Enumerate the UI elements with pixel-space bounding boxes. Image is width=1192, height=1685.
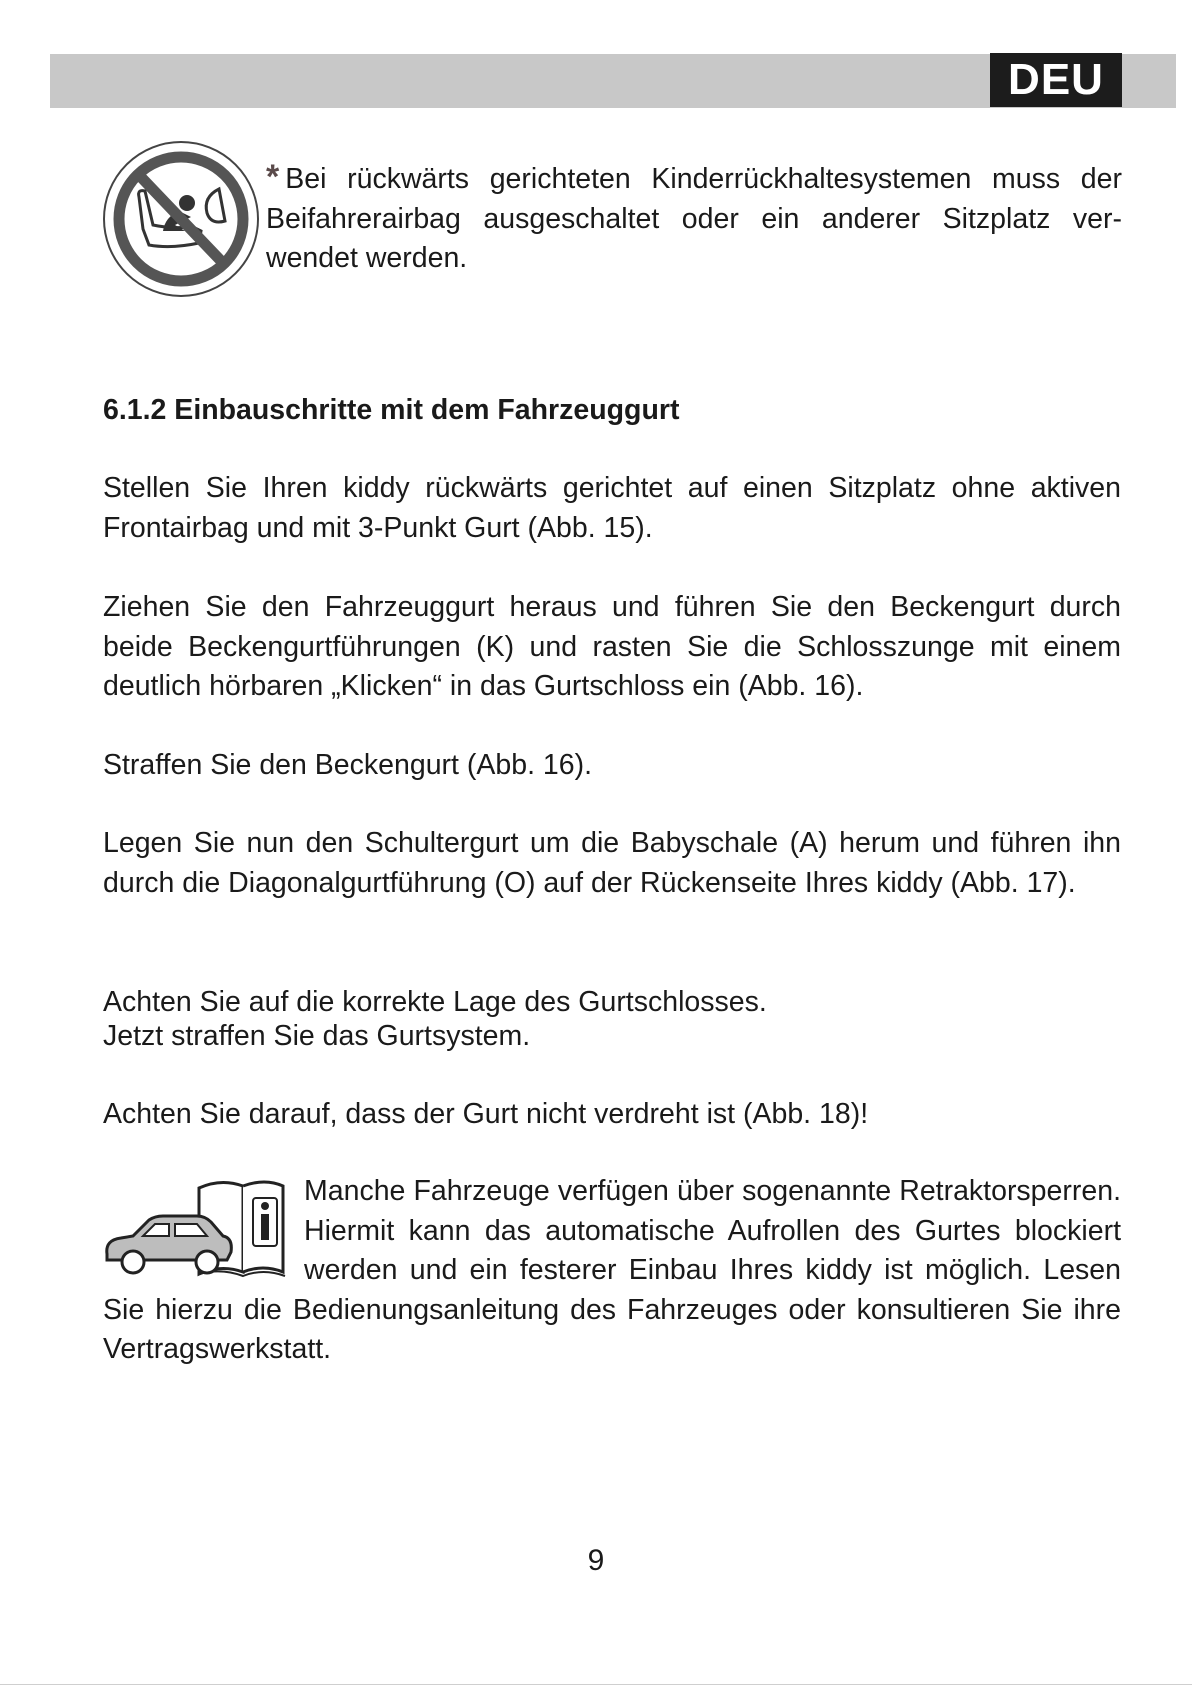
vehicle-manual-info-icon: [103, 1176, 288, 1288]
paragraph: Achten Sie darauf, dass der Gurt nicht verdreht ist (Abb. 18)!: [103, 1098, 869, 1130]
language-badge: DEU: [990, 53, 1122, 107]
section-heading: 6.1.2 Einbauschritte mit dem Fahrzeuggurt: [103, 394, 680, 426]
paragraph: Stellen Sie Ihren kiddy rückwärts gerichtet auf einen Sitzplatz ohne aktiven Frontairbag und mit 3-Punkt Gurt (Abb. 15).: [103, 472, 1121, 544]
paragraph: Achten Sie auf die korrekte Lage des Gurtschlosses.: [103, 986, 767, 1018]
paragraph: Legen Sie nun den Schultergurt um die Babyschale (A) herum und führen ihn durch die Diagonalgurtführung (O) auf der Rückenseite Ihres kiddy (Abb. 17).: [103, 827, 1121, 899]
airbag-warning-text: * Bei rückwärts gerichteten Kinderrückhaltesystemen muss der Beifahrerairbag ausgeschaltet oder ein anderer Sitzplatz ver-wendet werden.: [266, 158, 1122, 274]
page-number: 9: [587, 1544, 605, 1577]
info-note-text: Manche Fahrzeuge verfügen über sogenannte Retraktorsperren. Hiermit kann das automatische Aufrollen des Gurtes blockiert werden und ein festerer Einbau Ihres kiddy ist möglich. Lesen Sie hierzu die Bedienungsanleitung des Fahrzeuges oder konsultieren Sie ihre Vertragswerkstatt.: [103, 1175, 1121, 1365]
paragraph: Jetzt straffen Sie das Gurtsystem.: [103, 1020, 531, 1052]
no-rear-facing-seat-airbag-icon: [101, 137, 261, 301]
paragraph: Straffen Sie den Beckengurt (Abb. 16).: [103, 749, 593, 781]
paragraph: Ziehen Sie den Fahrzeuggurt heraus und führen Sie den Beckengurt durch beide Beckengurtführungen (K) und rasten Sie die Schlosszunge mit einem deutlich hörbaren „Klicken“ in das Gurtschloss ein (Abb. 16).: [103, 591, 1121, 702]
info-note: [103, 1172, 1121, 1370]
asterisk-marker: *: [266, 158, 280, 196]
